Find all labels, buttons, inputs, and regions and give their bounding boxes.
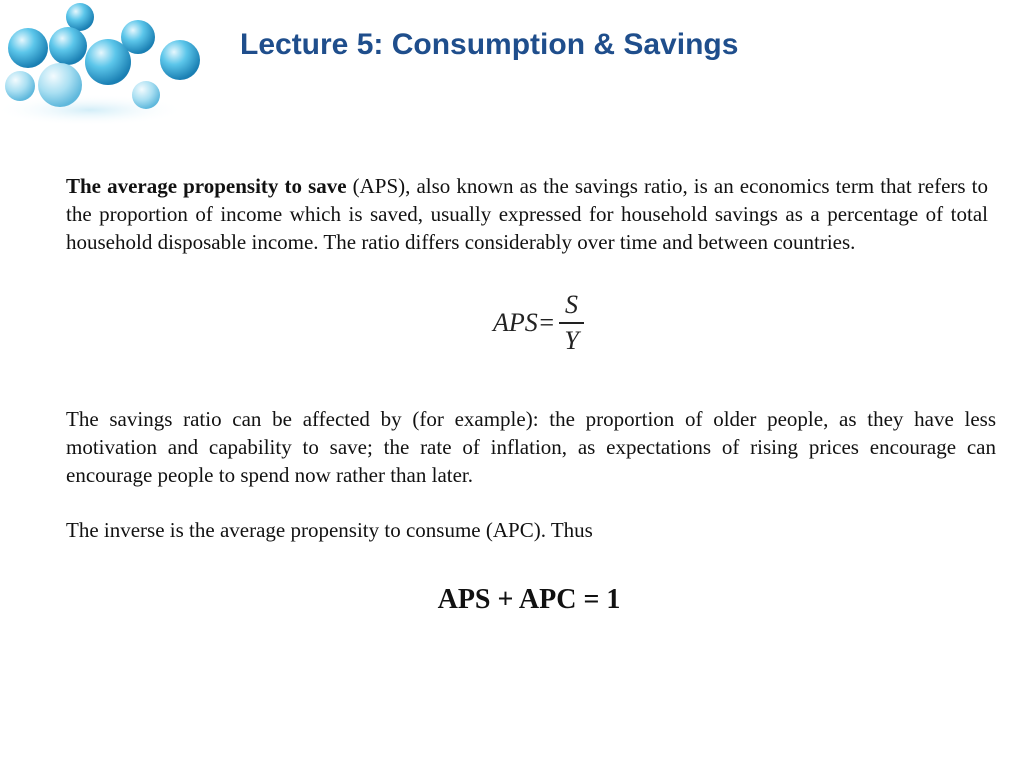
aps-term: The average propensity to save bbox=[66, 174, 347, 198]
formula-denominator: Y bbox=[564, 326, 579, 355]
formula-lhs: APS= bbox=[493, 308, 556, 337]
aps-definition-paragraph bbox=[66, 172, 988, 256]
aps-definition-text: (APS), also known as the savings ratio, is an economics term that refers to the proportion of income which is saved, usually expressed for household savings as a percentage of total household disposable income. The ratio differs considerably over time and between countries. bbox=[66, 174, 988, 254]
apc-inverse-paragraph: The inverse is the average propensity to consume (APC). Thus bbox=[66, 518, 593, 542]
aps-apc-identity: APS + APC = 1 bbox=[437, 584, 621, 615]
blue-spheres-logo-icon bbox=[0, 0, 230, 130]
formula-fraction bbox=[558, 290, 584, 356]
aps-formula bbox=[493, 288, 585, 358]
slide-title: Lecture 5: Consumption & Savings bbox=[240, 28, 739, 61]
formula-numerator: S bbox=[559, 290, 584, 324]
savings-ratio-factors-paragraph: The savings ratio can be affected by (for example): the proportion of older people, as they have less motivation and capability to save; the rate of inflation, as expectations of rising prices encourage can encourage people to spend now rather than later. bbox=[66, 407, 996, 487]
